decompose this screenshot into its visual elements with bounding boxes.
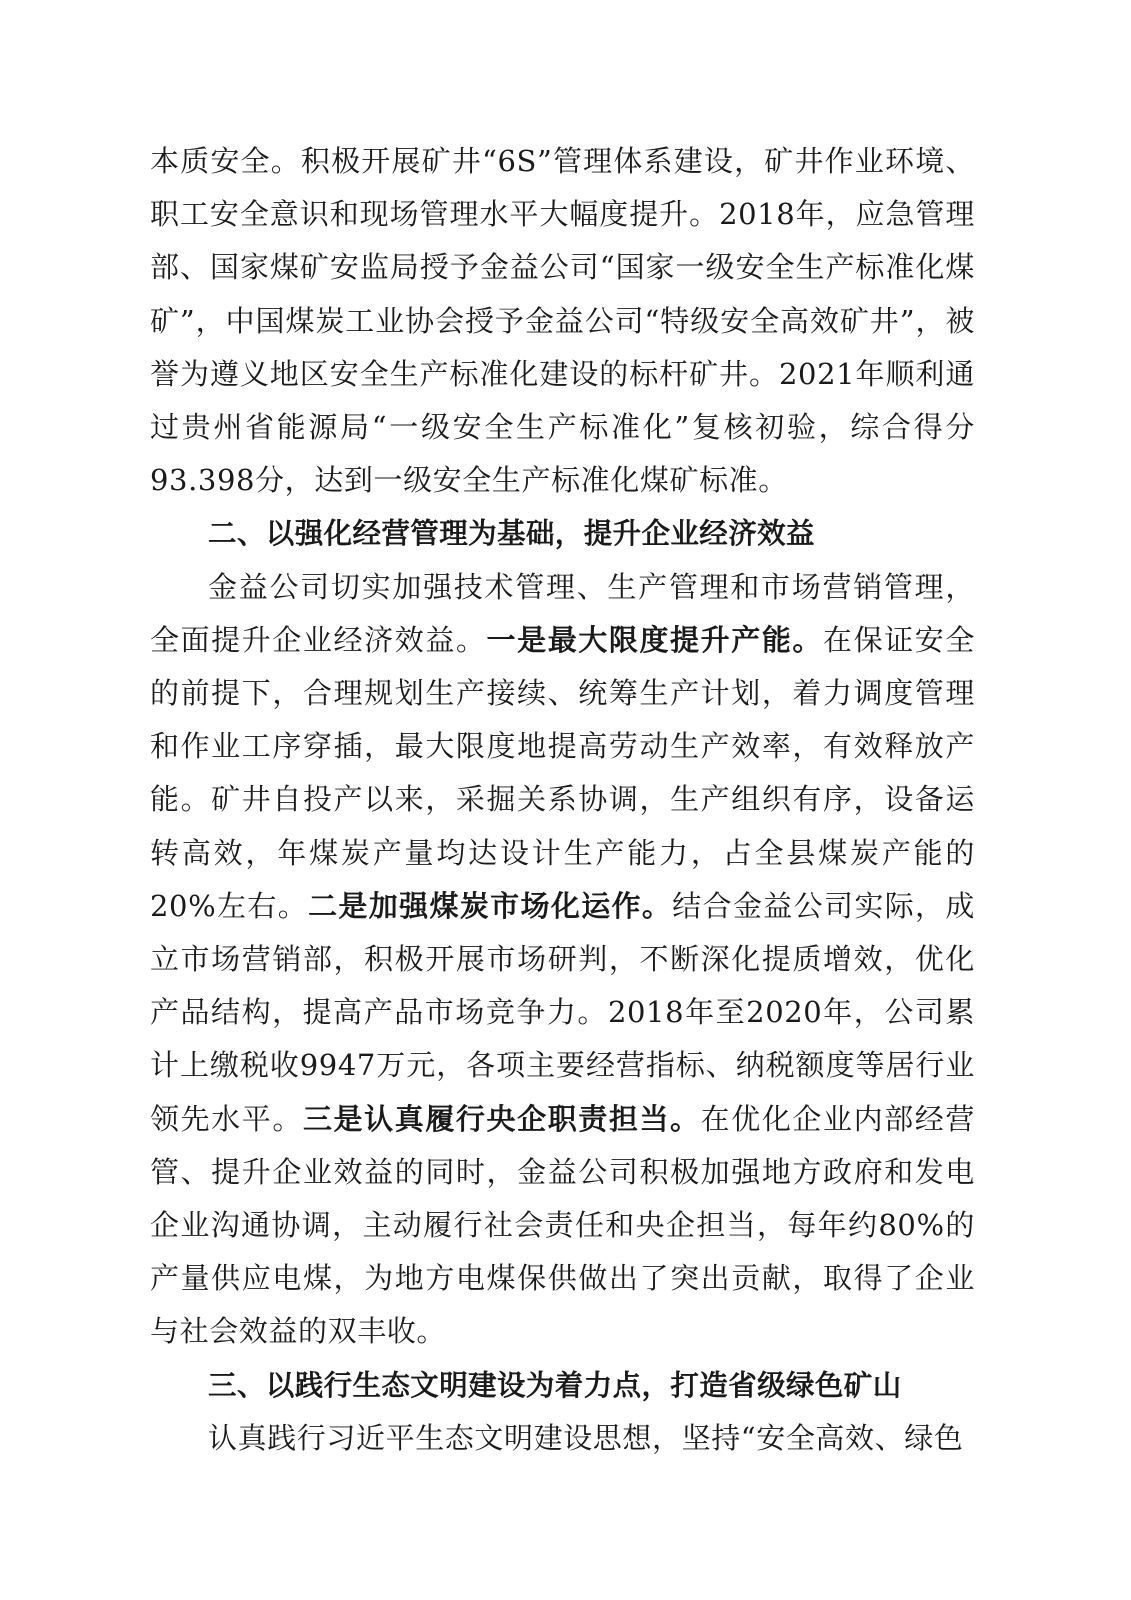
section-2-text-4: 在优化企业内部经营管、提升企业效益的同时，金益公司积极加强地方政府和发电企业沟通协调，主动履行社会责任和央企担当，每年约80%的产量供应电煤，为地方电煤保供做出了突出贡献，取得了企业与社会效益的双丰收。	[150, 1101, 975, 1349]
section-3-heading: 三、以践行生态文明建设为着力点，打造省级绿色矿山	[208, 1368, 902, 1402]
document-body	[150, 135, 975, 1465]
section-2-text-2: 在保证安全的前提下，合理规划生产接续、统筹生产计划，着力调度管理和作业工序穿插，最大限度地提高劳动生产效率，有效释放产能。矿井自投产以来，采掘关系协调，生产组织有序，设备运转高效，年煤炭产量均达设计生产能力，占全县煤炭产能的20%左右。	[150, 622, 975, 923]
section-2-heading: 二、以强化经营管理为基础，提升企业经济效益	[208, 517, 815, 551]
section-2-text-3: 结合金益公司实际，成立市场营销部，积极开展市场研判，不断深化提质增效，优化产品结构，提高产品市场竞争力。2018年至2020年，公司累计上缴税收9947万元，各项主要经营指标、纳税额度等居行业领先水平。	[150, 888, 975, 1136]
section-2-point-3: 三是认真履行央企职责担当。	[302, 1101, 701, 1136]
section-3-paragraph: 认真践行习近平生态文明建设思想，坚持“安全高效、绿色	[208, 1420, 964, 1455]
section-2-paragraph	[150, 561, 975, 1359]
section-2-point-2: 二是加强煤炭市场化运作。	[308, 888, 673, 923]
paragraph-continued: 本质安全。积极开展矿井“6S”管理体系建设，矿井作业环境、职工安全意识和现场管理水平大幅度提升。2018年，应急管理部、国家煤矿安监局授予金益公司“国家一级安全生产标准化煤矿”，中国煤炭工业协会授予金益公司“特级安全高效矿井”，被誉为遵义地区安全生产标准化建设的标杆矿井。2021年顺利通过贵州省能源局“一级安全生产标准化”复核初验，综合得分93.398分，达到一级安全生产标准化煤矿标准。	[150, 144, 975, 498]
section-2-point-1: 一是最大限度提升产能。	[486, 622, 824, 657]
section-2-text-1: 金益公司切实加强技术管理、生产管理和市场营销管理，全面提升企业经济效益。	[150, 569, 975, 657]
